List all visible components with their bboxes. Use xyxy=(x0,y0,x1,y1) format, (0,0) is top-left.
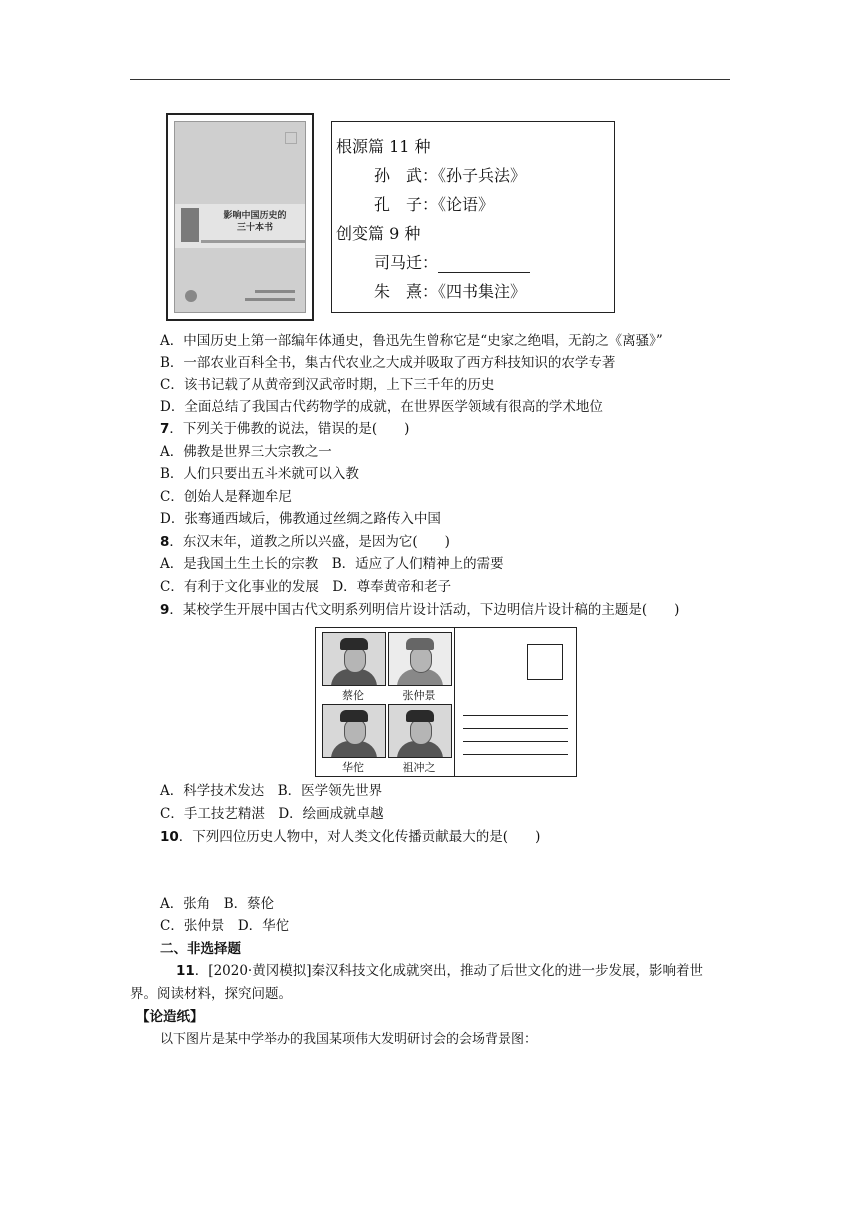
question-number: 11 xyxy=(176,963,195,979)
q9-stem xyxy=(160,599,679,621)
q6-option-a: A．中国历史上第一部编年体通史，鲁迅先生曾称它是“史家之绝唱，无韵之《离骚》” xyxy=(160,333,663,349)
question-text: ．[2020·黄冈模拟]秦汉科技文化成就突出，推动了后世文化的进一步发展，影响着世 xyxy=(194,963,703,979)
q7-stem xyxy=(160,418,409,440)
postcard-divider xyxy=(454,628,455,776)
q11-stem-continued: 界。阅读材料，探究问题。 xyxy=(130,986,292,1002)
header-rule xyxy=(130,79,730,80)
q6-option-d: D．全面总结了我国古代药物学的成就，在世界医学领域有很高的学术地位 xyxy=(160,399,603,415)
book-title-line1: 影响中国历史的 xyxy=(223,211,287,221)
portrait-caption: 张仲景 xyxy=(402,689,436,702)
book-cover-image xyxy=(166,113,314,321)
list-row xyxy=(374,192,494,215)
section-heading: 二、非选择题 xyxy=(160,941,241,957)
q8-options-ab: A．是我国土生土长的宗教 B．适应了人们精神上的需要 xyxy=(160,556,504,572)
list-row xyxy=(374,279,526,302)
q6-option-c: C．该书记载了从黄帝到汉武帝时期，上下三千年的历史 xyxy=(160,377,495,393)
question-number: 8 xyxy=(160,534,170,550)
book-subtitle-line xyxy=(201,240,305,243)
address-line xyxy=(463,728,568,729)
q10-options-ab: A．张角 B．蔡伦 xyxy=(160,896,275,912)
book-author-line xyxy=(255,290,295,293)
question-number: 7 xyxy=(160,421,170,437)
portrait-caption: 祖冲之 xyxy=(402,761,436,774)
stamp-box xyxy=(527,644,563,680)
book-author-line xyxy=(245,298,295,301)
portrait-image xyxy=(322,632,386,686)
portrait-image xyxy=(322,704,386,758)
q11-stem xyxy=(176,960,703,982)
list-person: 朱 熹 xyxy=(374,282,423,301)
q9-options-ab: A．科学技术发达 B．医学领先世界 xyxy=(160,783,383,799)
list-book: ：《论语》 xyxy=(422,195,495,214)
q11-material-text: 以下图片是某中学举办的我国某项伟大发明研讨会的会场背景图： xyxy=(160,1032,538,1047)
q10-options-cd: C．张仲景 D．华佗 xyxy=(160,918,290,934)
q10-stem xyxy=(160,826,540,848)
list-person: 孔 子 xyxy=(374,195,423,214)
book-title xyxy=(205,210,305,234)
q8-stem xyxy=(160,531,450,553)
list-book: ：《四书集注》 xyxy=(422,282,527,301)
book-photo xyxy=(181,208,199,242)
book-title-line2: 三十本书 xyxy=(236,223,273,233)
list-row xyxy=(374,250,530,273)
q7-option-d: D．张骞通西域后，佛教通过丝绸之路传入中国 xyxy=(160,511,441,527)
list-row xyxy=(374,163,526,186)
book-cover-panel xyxy=(174,121,306,313)
q7-option-c: C．创始人是释迦牟尼 xyxy=(160,489,292,505)
postcard-design xyxy=(315,627,577,777)
q7-option-b: B．人们只要出五斗米就可以入教 xyxy=(160,466,359,482)
list-section-1: 根源篇 11 种 xyxy=(336,137,431,156)
list-section-2: 创变篇 9 种 xyxy=(336,224,421,243)
portrait-image xyxy=(388,632,452,686)
address-line xyxy=(463,754,568,755)
list-book: ：《孙子兵法》 xyxy=(422,166,527,185)
address-line xyxy=(463,741,568,742)
book-list-box xyxy=(331,121,615,313)
question-text: ．东汉末年，道教之所以兴盛，是因为它( ) xyxy=(169,534,450,550)
publisher-logo-icon xyxy=(185,290,197,302)
q11-sub-heading: 【论造纸】 xyxy=(136,1009,204,1025)
portrait-caption: 华佗 xyxy=(342,761,364,774)
question-text: ．下列关于佛教的说法，错误的是( ) xyxy=(169,421,410,437)
question-text: ．某校学生开展中国古代文明系列明信片设计活动，下边明信片设计稿的主题是( ) xyxy=(169,602,680,618)
list-person: 司马迁 xyxy=(374,253,423,272)
answer-blank xyxy=(438,256,530,273)
q9-options-cd: C．手工技艺精湛 D．绘画成就卓越 xyxy=(160,806,384,822)
address-line xyxy=(463,715,568,716)
question-text: ．下列四位历史人物中，对人类文化传播贡献最大的是( ) xyxy=(178,829,541,845)
q7-option-a: A．佛教是世界三大宗教之一 xyxy=(160,444,332,460)
q8-options-cd: C．有利于文化事业的发展 D．尊奉黄帝和老子 xyxy=(160,579,452,595)
list-book: ： xyxy=(422,253,439,272)
question-number: 10 xyxy=(160,829,179,845)
q6-option-b: B．一部农业百科全书，集古代农业之大成并吸取了西方科技知识的农学专著 xyxy=(160,355,616,371)
book-corner-mark xyxy=(285,132,297,144)
list-person: 孙 武 xyxy=(374,166,423,185)
portrait-image xyxy=(388,704,452,758)
portrait-caption: 蔡伦 xyxy=(342,689,364,702)
question-number: 9 xyxy=(160,602,170,618)
